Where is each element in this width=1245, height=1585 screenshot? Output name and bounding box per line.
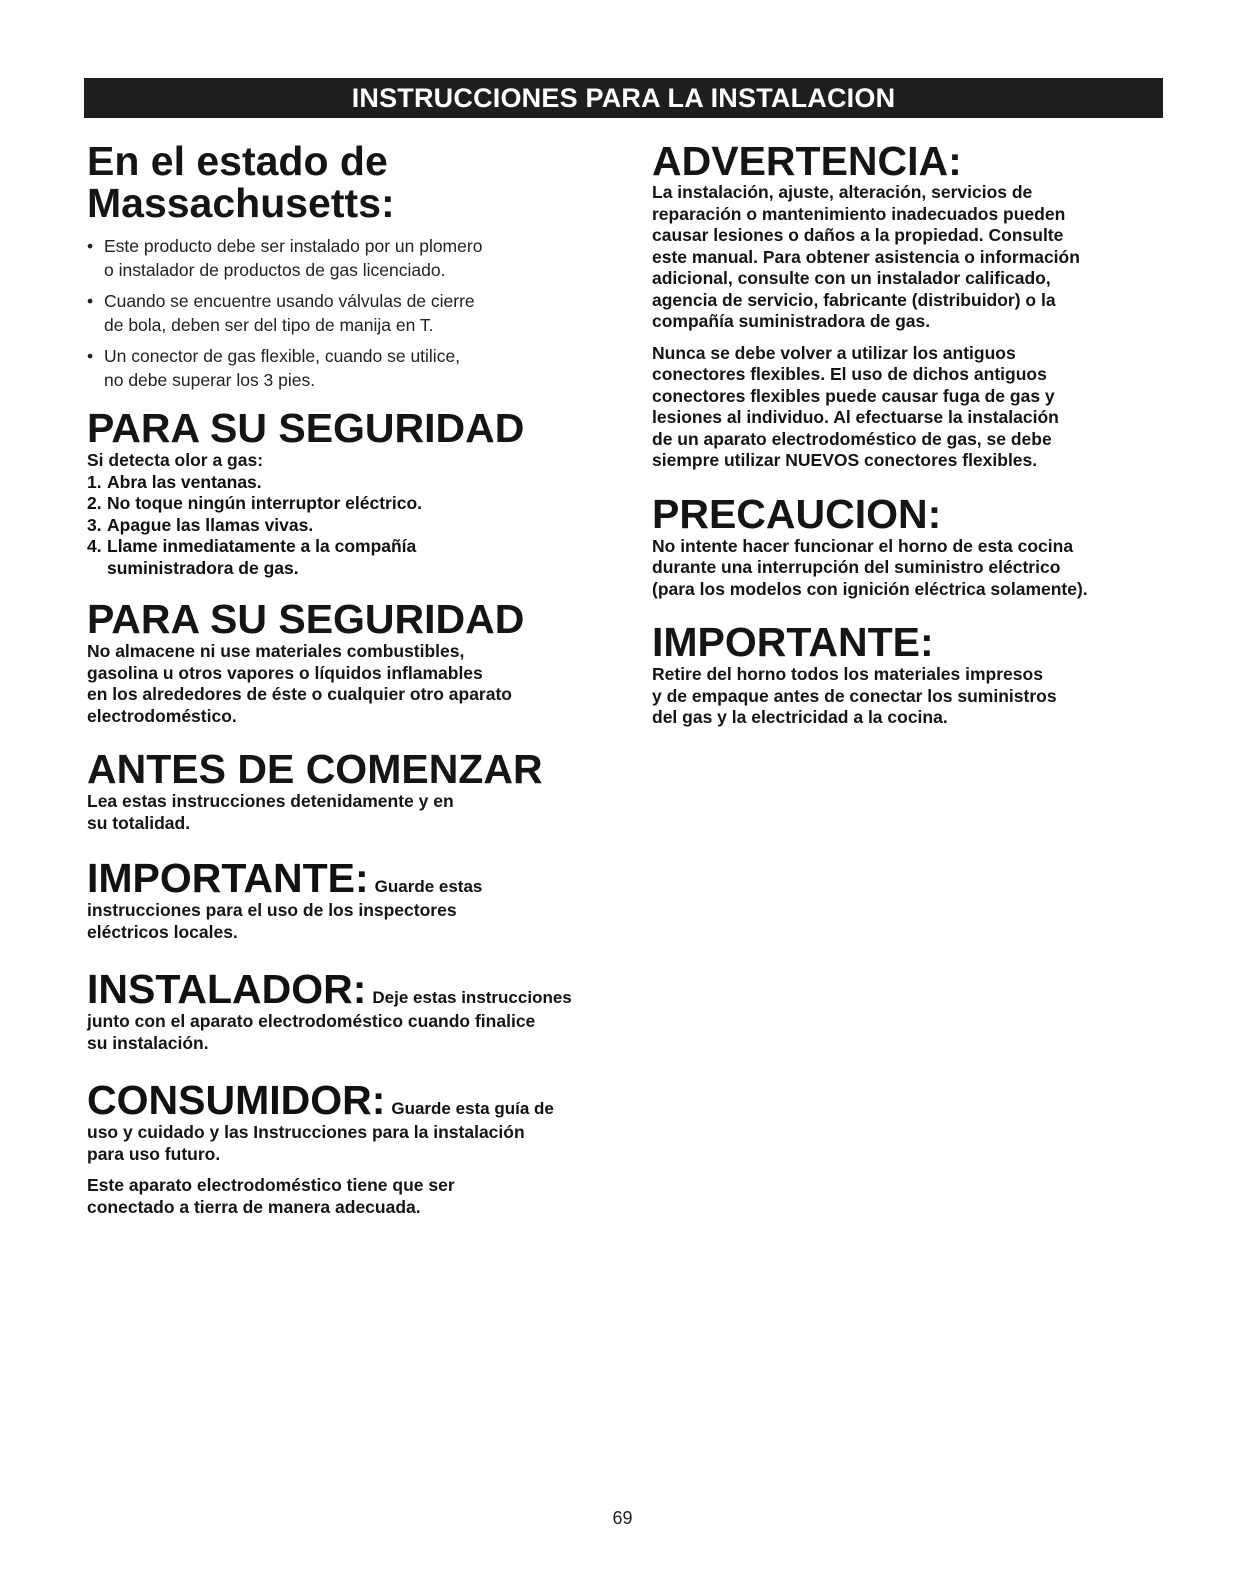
seguridad-heading-2: PARA SU SEGURIDAD	[87, 596, 525, 642]
list-item	[87, 234, 627, 282]
list-item	[87, 344, 627, 392]
massachusetts-section	[87, 140, 627, 392]
importante-right-heading: IMPORTANTE:	[652, 619, 934, 665]
antes-heading: ANTES DE COMENZAR	[87, 746, 543, 792]
text-line: conectores flexibles. El uso de dichos antiguos	[652, 364, 1047, 384]
bullet-line: o instalador de productos de gas licenciado.	[104, 260, 446, 280]
importante-right-body	[652, 664, 1172, 729]
advertencia-body-2	[652, 343, 1172, 472]
list-item	[87, 289, 627, 337]
list-item	[87, 515, 627, 537]
instalador-inline: Deje estas instrucciones	[372, 988, 572, 1007]
seguridad-2-body	[87, 641, 627, 727]
consumidor-heading	[87, 1078, 627, 1122]
text-line: agencia de servicio, fabricante (distribuidor) o la	[652, 289, 1056, 310]
consumidor-body-2	[87, 1175, 627, 1218]
consumidor-title: CONSUMIDOR:	[87, 1077, 386, 1123]
massachusetts-heading	[87, 140, 627, 224]
text-line: instrucciones para el uso de los inspectores	[87, 900, 457, 920]
step-number: 1.	[87, 471, 102, 492]
text-line: su instalación.	[87, 1032, 209, 1053]
section-banner	[84, 78, 1163, 118]
text-line: Este aparato electrodoméstico tiene que ser	[87, 1175, 455, 1195]
massachusetts-bullets	[87, 234, 627, 392]
step-number: 3.	[87, 514, 102, 535]
step-text: No toque ningún interruptor eléctrico.	[107, 493, 422, 513]
seguridad-section-1	[87, 406, 627, 579]
text-line: La instalación, ajuste, alteración, servicios de	[652, 182, 1033, 202]
step-text: Abra las ventanas.	[107, 471, 262, 492]
text-line: Nunca se debe volver a utilizar los antiguos	[652, 342, 1016, 363]
text-line: Lea estas instrucciones detenidamente y en	[87, 791, 454, 811]
text-line: junto con el aparato electrodoméstico cuando finalice	[87, 1011, 536, 1031]
advertencia-heading: ADVERTENCIA:	[652, 138, 962, 184]
list-item	[87, 536, 627, 579]
text-line: No almacene ni use materiales combustibles,	[87, 641, 465, 661]
importante-left-section	[87, 856, 627, 943]
step-text: Apague las llamas vivas.	[107, 514, 314, 535]
bullet-line: Un conector de gas flexible, cuando se utilice,	[104, 346, 461, 366]
step-text: suministradora de gas.	[107, 557, 299, 578]
text-line: reparación o mantenimiento inadecuados pueden	[652, 203, 1066, 224]
precaucion-section	[652, 492, 1172, 601]
instalador-body	[87, 1011, 627, 1054]
consumidor-section	[87, 1078, 627, 1218]
text-line: del gas y la electricidad a la cocina.	[652, 707, 948, 727]
bullet-icon: •	[87, 346, 94, 366]
text-line: durante una interrupción del suministro eléctrico	[652, 557, 1061, 577]
bullet-line: no debe superar los 3 pies.	[104, 370, 316, 390]
importante-left-inline: Guarde estas	[374, 877, 483, 896]
step-number: 4.	[87, 536, 102, 556]
instalador-title: INSTALADOR:	[87, 966, 367, 1012]
seguridad-intro: Si detecta olor a gas:	[87, 450, 264, 470]
precaucion-heading: PRECAUCION:	[652, 490, 942, 537]
text-line: de un aparato electrodoméstico de gas, se debe	[652, 428, 1052, 449]
importante-left-heading	[87, 856, 627, 900]
text-line: lesiones al individuo. Al efectuarse la instalación	[652, 407, 1059, 427]
text-line: conectado a tierra de manera adecuada.	[87, 1196, 421, 1217]
bullet-line: Cuando se encuentre usando válvulas de cierre	[104, 291, 475, 311]
bullet-line: Este producto debe ser instalado por un plomero	[104, 236, 483, 256]
left-column	[87, 140, 627, 1218]
seguridad-steps	[87, 472, 627, 580]
text-line: (para los modelos con ignición eléctrica solamente).	[652, 578, 1088, 599]
precaucion-body	[652, 536, 1172, 601]
list-item	[87, 472, 627, 494]
advertencia-body-1	[652, 182, 1172, 333]
seguridad-heading-1: PARA SU SEGURIDAD	[87, 405, 525, 451]
text-line: uso y cuidado y las Instrucciones para la instalación	[87, 1122, 525, 1142]
massachusetts-heading-line1: En el estado de	[87, 138, 388, 184]
page-number: 69	[612, 1508, 633, 1528]
instalador-heading	[87, 967, 627, 1011]
text-line: No intente hacer funcionar el horno de esta cocina	[652, 535, 1074, 556]
text-line: Retire del horno todos los materiales impresos	[652, 664, 1043, 684]
text-line: su totalidad.	[87, 812, 191, 833]
advertencia-section	[652, 140, 1172, 472]
antes-body	[87, 791, 627, 834]
text-line: compañía suministradora de gas.	[652, 311, 931, 331]
massachusetts-heading-line2: Massachusetts:	[87, 180, 395, 226]
importante-left-title: IMPORTANTE:	[87, 855, 369, 901]
importante-right-section	[652, 620, 1172, 729]
text-line: gasolina u otros vapores o líquidos inflamables	[87, 662, 483, 683]
antes-section	[87, 747, 627, 834]
instalador-section	[87, 967, 627, 1054]
step-text: Llame inmediatamente a la compañía	[107, 536, 417, 556]
text-line: en los alrededores de éste o cualquier otro aparato	[87, 684, 512, 704]
text-line: siempre utilizar NUEVOS conectores flexibles.	[652, 450, 1038, 470]
text-line: y de empaque antes de conectar los suministros	[652, 685, 1057, 706]
text-line: conectores flexibles puede causar fuga de gas y	[652, 385, 1055, 406]
text-line: electrodoméstico.	[87, 705, 237, 726]
importante-left-body	[87, 900, 627, 943]
text-line: causar lesiones o daños a la propiedad. Consulte	[652, 225, 1064, 245]
bullet-icon: •	[87, 291, 94, 311]
bullet-line: de bola, deben ser del tipo de manija en T.	[104, 315, 434, 335]
right-column	[652, 140, 1172, 729]
bullet-icon: •	[87, 236, 94, 256]
text-line: para uso futuro.	[87, 1143, 221, 1164]
step-number: 2.	[87, 493, 102, 513]
text-line: adicional, consulte con un instalador calificado,	[652, 268, 1051, 288]
consumidor-inline: Guarde esta guía de	[391, 1099, 554, 1118]
list-item	[87, 493, 627, 515]
seguridad-section-2	[87, 597, 627, 727]
banner-title: INSTRUCCIONES PARA LA INSTALACION	[351, 82, 896, 113]
text-line: eléctricos locales.	[87, 921, 238, 942]
text-line: este manual. Para obtener asistencia o información	[652, 246, 1080, 267]
consumidor-body	[87, 1122, 627, 1165]
